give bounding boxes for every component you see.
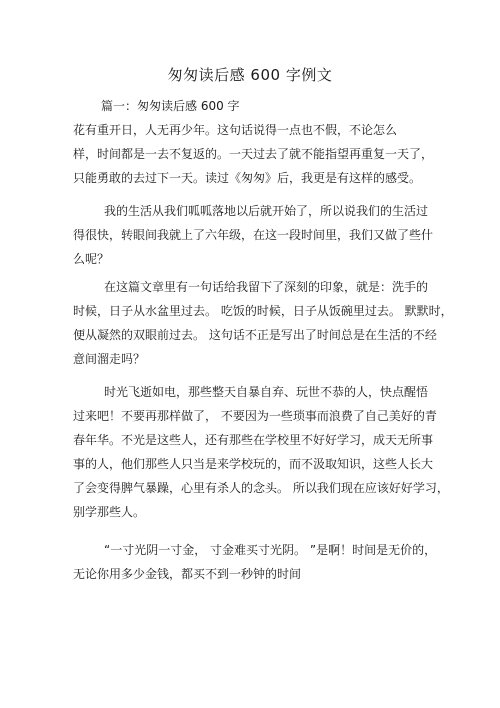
paragraph-line: 时光飞逝如电，那些整天自暴自弃、玩世不恭的人，快点醒悟 xyxy=(104,385,429,399)
paragraph-line: 事的人，他们那些人只当是来学校玩的，而不汲取知识，这些人长大 xyxy=(73,457,434,471)
paragraph-1 xyxy=(73,118,433,190)
paragraph-4 xyxy=(73,380,449,524)
paragraph-line: “一寸光阴一寸金， 寸金难买寸光阴。 ”是啊！时间是无价的， xyxy=(104,543,437,557)
paragraph-line: 在这篇文章里有一句话给我留下了深刻的印象，就是：洗手的 xyxy=(104,280,429,294)
paragraph-line: 春年华。不光是这些人，还有那些在学校里不好好学习，成天无所事 xyxy=(73,433,434,447)
paragraph-line: 无论你用多少金钱，都买不到一秒钟的时间 xyxy=(73,567,302,581)
paragraph-line: 我的生活从我们呱呱落地以后就开始了，所以说我们的生活过 xyxy=(104,204,429,218)
page-title: 匆匆读后感 600 字例文 xyxy=(167,66,333,84)
paragraph-5 xyxy=(73,538,437,586)
section-heading: 篇一：匆匆读后感 600 字 xyxy=(101,99,240,113)
paragraph-line: 别学那些人。 xyxy=(73,505,146,519)
paragraph-line: 得很快，转眼间我就上了六年级，在这一段时间里，我们又做了些什 xyxy=(73,228,434,242)
paragraph-2 xyxy=(73,199,433,271)
paragraph-line: 便从凝然的双眼前过去。 这句话不正是写出了时间总是在生活的不经 xyxy=(73,328,437,342)
paragraph-line: 样，时间都是一去不复返的。一天过去了就不能指望再重复一天了， xyxy=(73,147,434,161)
paragraph-line: 么呢？ xyxy=(73,252,110,266)
paragraph-line: 过来吧！不要再那样做了， 不要因为一些琐事而浪费了自己美好的青 xyxy=(73,409,437,423)
paragraph-line: 意间溜走吗？ xyxy=(73,352,146,366)
paragraph-line: 花有重开日，人无再少年。这句话说得一点也不假，不论怎么 xyxy=(73,123,398,137)
paragraph-line: 了会变得脾气暴躁，心里有杀人的念头。 所以我们现在应该好好学习， xyxy=(73,481,449,495)
paragraph-line: 时候，日子从水盆里过去。 吃饭的时候，日子从饭碗里过去。 默默时， xyxy=(73,304,453,318)
paragraph-line: 只能勇敢的去过下一天。读过《匆匆》后，我更是有这样的感受。 xyxy=(73,171,422,185)
paragraph-3 xyxy=(73,275,453,371)
